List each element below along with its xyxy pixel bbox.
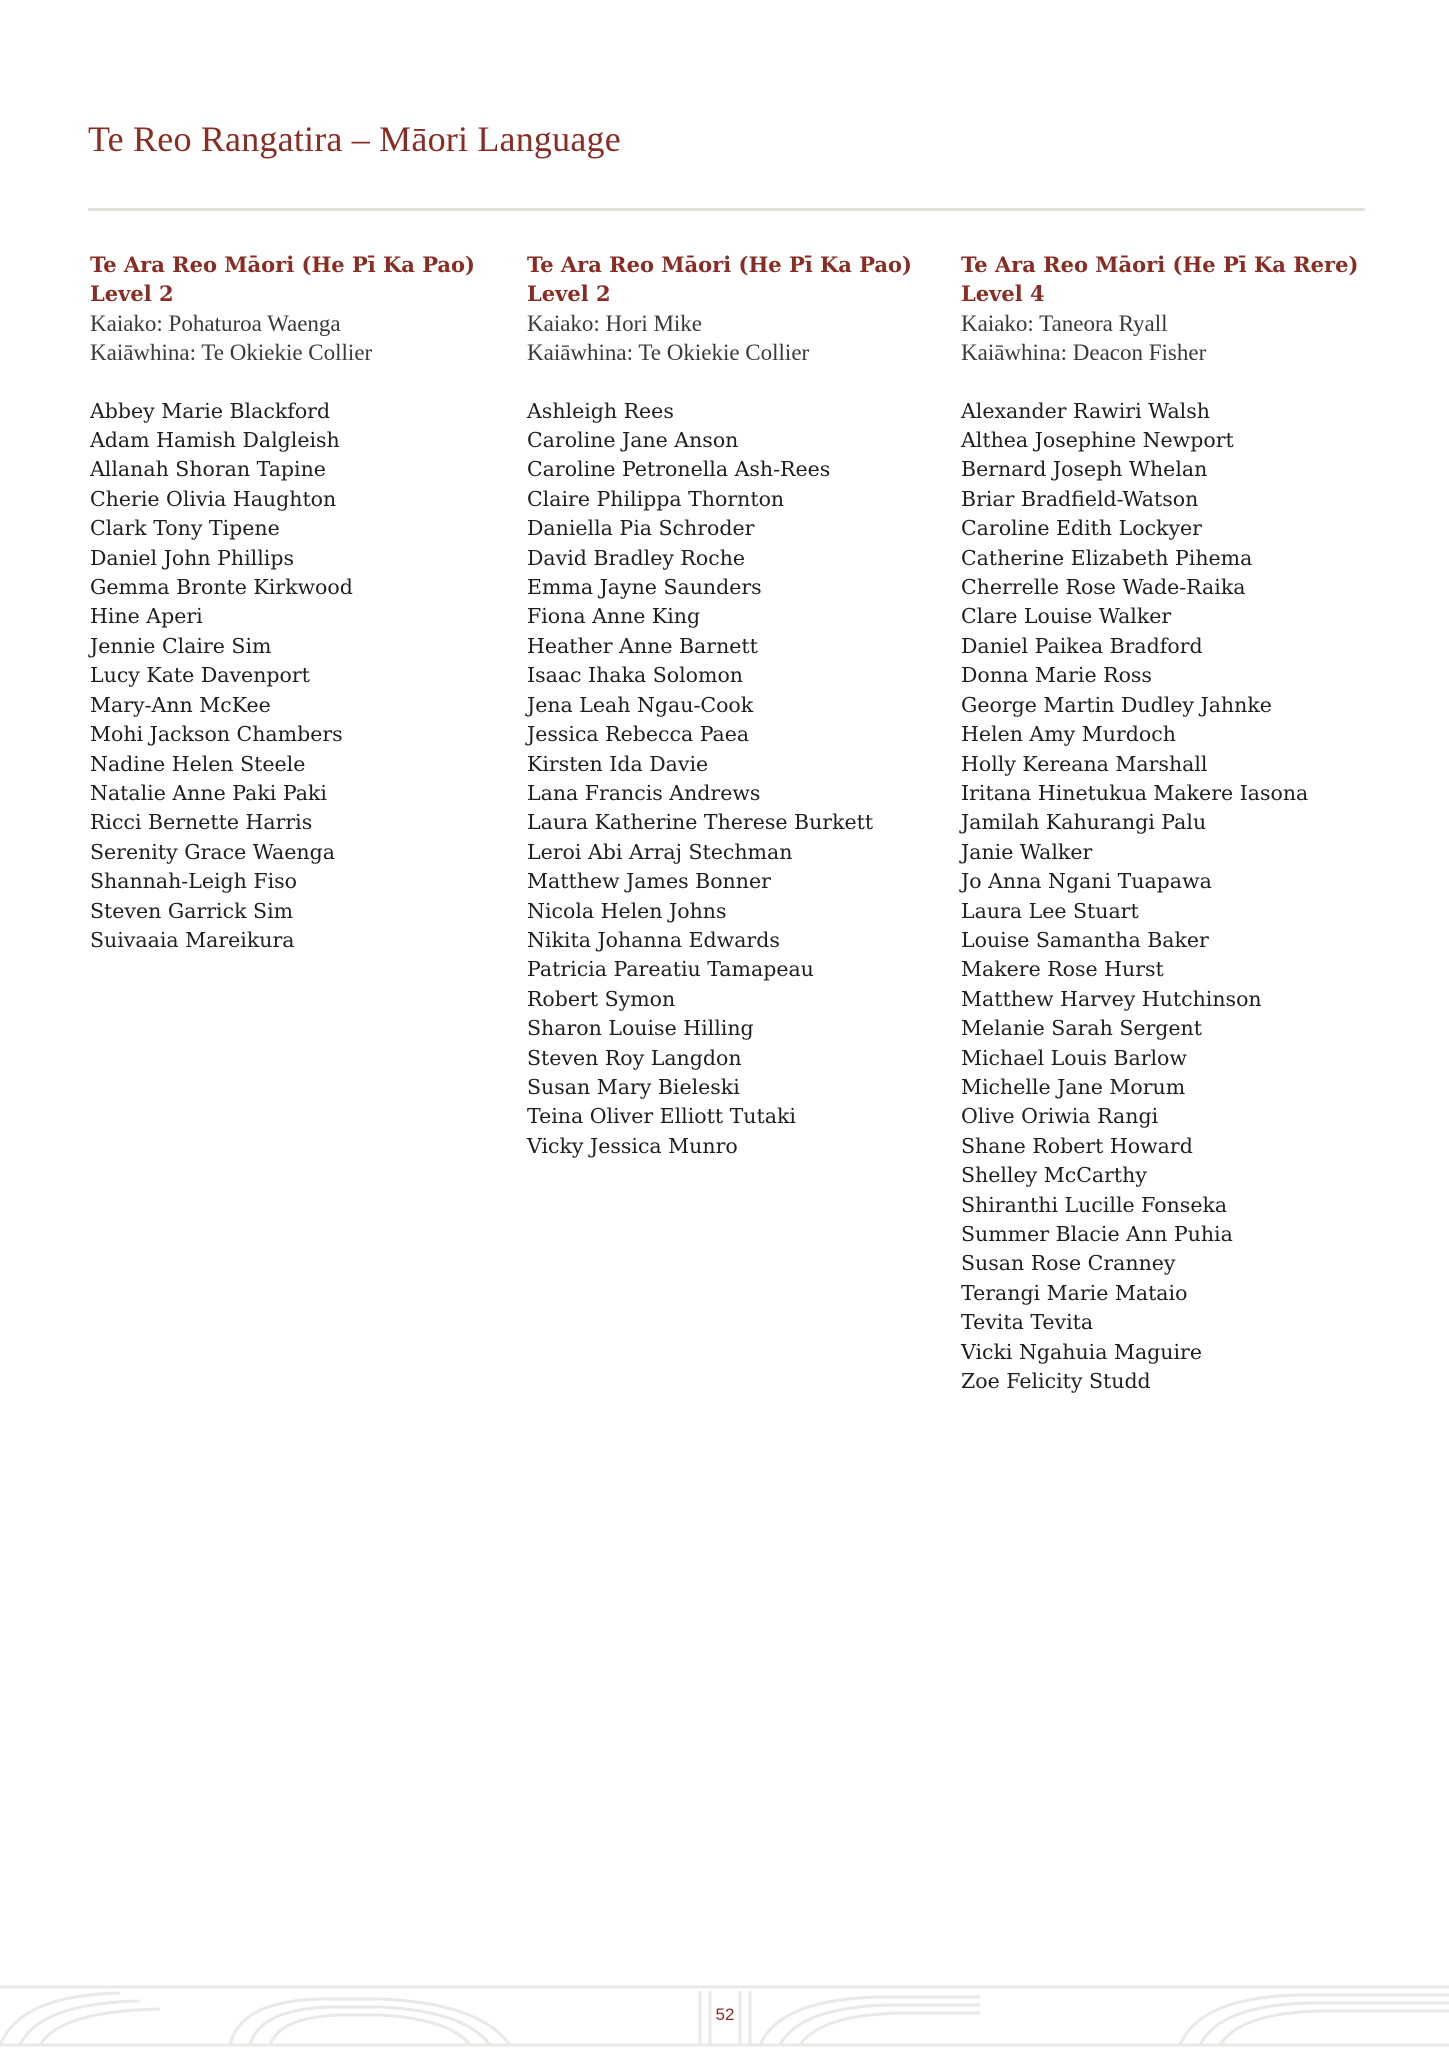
student-name: Caroline Edith Lockyer	[961, 516, 1202, 541]
student-name: Jessica Rebecca Paea	[527, 722, 750, 747]
kaiawhina-line: Kaiāwhina: Deacon Fisher	[961, 340, 1207, 366]
student-name: Cherie Olivia Haughton	[90, 486, 337, 511]
student-name: Ricci Bernette Harris	[90, 810, 313, 835]
student-name: Adam Hamish Dalgleish	[90, 428, 340, 453]
student-name: Nadine Helen Steele	[90, 751, 306, 776]
student-name: Steven Garrick Sim	[90, 898, 294, 923]
course-column	[90, 250, 510, 955]
student-name: Abbey Marie Blackford	[90, 398, 331, 423]
student-name: Sharon Louise Hilling	[527, 1016, 754, 1041]
student-name: Susan Rose Cranney	[961, 1251, 1176, 1276]
student-name: Donna Marie Ross	[961, 663, 1152, 688]
course-column	[961, 250, 1381, 1396]
student-name: Cherrelle Rose Wade-Raika	[961, 575, 1246, 600]
student-name: Summer Blacie Ann Puhia	[961, 1222, 1233, 1246]
student-name: Caroline Petronella Ash-Rees	[527, 457, 831, 482]
student-name: Shelley McCarthy	[961, 1163, 1147, 1188]
student-name: Nicola Helen Johns	[527, 898, 727, 923]
student-name: Mohi Jackson Chambers	[90, 722, 343, 747]
student-name: Nikita Johanna Edwards	[527, 927, 780, 952]
student-name: Althea Josephine Newport	[961, 428, 1234, 453]
student-name: Zoe Felicity Studd	[961, 1369, 1151, 1394]
student-name: Caroline Jane Anson	[527, 428, 739, 453]
course-title: Te Ara Reo Māori (He Pī Ka Rere)	[961, 252, 1359, 277]
page-title: Te Reo Rangatira – Māori Language	[88, 119, 621, 159]
kaiawhina-line: Kaiāwhina: Te Okiekie Collier	[90, 340, 373, 366]
student-name: Fiona Anne King	[527, 604, 701, 629]
student-name: George Martin Dudley Jahnke	[961, 692, 1272, 717]
course-title: Te Ara Reo Māori (He Pī Ka Pao)	[90, 252, 475, 277]
student-name: Tevita Tevita	[961, 1310, 1094, 1335]
student-name: Daniel John Phillips	[90, 545, 294, 570]
student-name: Suivaaia Mareikura	[90, 927, 295, 952]
student-list	[90, 397, 510, 956]
student-name: Terangi Marie Mataio	[961, 1280, 1188, 1305]
student-name: Gemma Bronte Kirkwood	[90, 575, 353, 600]
student-list	[527, 397, 947, 1162]
student-name: Ashleigh Rees	[527, 398, 674, 423]
kaiako-line: Kaiako: Pohaturoa Waenga	[90, 310, 341, 336]
student-name: Catherine Elizabeth Pihema	[961, 545, 1253, 570]
student-name: Jamilah Kahurangi Palu	[961, 810, 1207, 835]
student-name: Patricia Pareatiu Tamapeau	[527, 957, 814, 982]
student-name: Serenity Grace Waenga	[90, 839, 335, 864]
header-divider	[88, 208, 1365, 211]
student-name: Jennie Claire Sim	[90, 633, 272, 658]
student-name: Vicki Ngahuia Maguire	[961, 1339, 1202, 1364]
student-name: Shannah-Leigh Fiso	[90, 869, 298, 894]
student-name: Janie Walker	[961, 839, 1093, 864]
student-name: Makere Rose Hurst	[961, 957, 1164, 982]
student-name: Steven Roy Langdon	[527, 1045, 742, 1070]
student-name: Mary-Ann McKee	[90, 692, 271, 717]
student-name: Laura Katherine Therese Burkett	[527, 810, 874, 835]
student-name: Teina Oliver Elliott Tutaki	[527, 1104, 796, 1129]
course-column	[527, 250, 947, 1161]
student-name: Vicky Jessica Munro	[527, 1133, 738, 1158]
student-name: Laura Lee Stuart	[961, 898, 1139, 923]
student-name: Shiranthi Lucille Fonseka	[961, 1192, 1228, 1217]
student-name: Holly Kereana Marshall	[961, 751, 1208, 776]
student-name: Melanie Sarah Sergent	[961, 1016, 1202, 1041]
course-level: Level 2	[90, 281, 174, 307]
student-name: Heather Anne Barnett	[527, 633, 758, 658]
student-name: Robert Symon	[527, 986, 676, 1011]
student-name: Susan Mary Bieleski	[527, 1074, 740, 1099]
student-name: Clark Tony Tipene	[90, 516, 280, 541]
student-name: Shane Robert Howard	[961, 1133, 1193, 1158]
course-title: Te Ara Reo Māori (He Pī Ka Pao)	[527, 252, 912, 277]
student-name: Matthew Harvey Hutchinson	[961, 986, 1262, 1011]
kaiako-line: Kaiako: Taneora Ryall	[961, 310, 1168, 336]
student-name: Natalie Anne Paki Paki	[90, 780, 327, 805]
page-number: 52	[715, 2005, 735, 2024]
student-name: David Bradley Roche	[527, 545, 746, 570]
student-name: Allanah Shoran Tapine	[90, 457, 326, 482]
student-name: Claire Philippa Thornton	[527, 486, 785, 511]
student-name: Iritana Hinetukua Makere Iasona	[961, 780, 1309, 805]
student-name: Olive Oriwia Rangi	[961, 1104, 1159, 1129]
student-name: Hine Aperi	[90, 604, 203, 629]
student-name: Matthew James Bonner	[527, 869, 771, 894]
student-name: Kirsten Ida Davie	[527, 751, 709, 776]
student-name: Michelle Jane Morum	[961, 1074, 1186, 1099]
student-name: Clare Louise Walker	[961, 604, 1172, 629]
student-name: Alexander Rawiri Walsh	[961, 398, 1210, 423]
student-name: Louise Samantha Baker	[961, 927, 1209, 952]
kaiako-line: Kaiako: Hori Mike	[527, 310, 703, 336]
student-name: Michael Louis Barlow	[961, 1045, 1187, 1070]
student-name: Bernard Joseph Whelan	[961, 457, 1208, 482]
student-name: Jena Leah Ngau-Cook	[527, 692, 754, 717]
student-name: Daniella Pia Schroder	[527, 516, 755, 541]
student-name: Lana Francis Andrews	[527, 780, 761, 805]
student-name: Lucy Kate Davenport	[90, 663, 310, 688]
student-name: Jo Anna Ngani Tuapawa	[961, 869, 1212, 894]
student-name: Briar Bradfield-Watson	[961, 486, 1199, 511]
student-list	[961, 397, 1381, 1397]
kaiawhina-line: Kaiāwhina: Te Okiekie Collier	[527, 340, 810, 366]
student-name: Emma Jayne Saunders	[527, 575, 762, 600]
course-level: Level 2	[527, 281, 611, 307]
student-name: Isaac Ihaka Solomon	[527, 663, 744, 688]
student-name: Helen Amy Murdoch	[961, 722, 1176, 747]
course-level: Level 4	[961, 281, 1045, 307]
student-name: Leroi Abi Arraj Stechman	[527, 839, 793, 864]
student-name: Daniel Paikea Bradford	[961, 633, 1203, 658]
